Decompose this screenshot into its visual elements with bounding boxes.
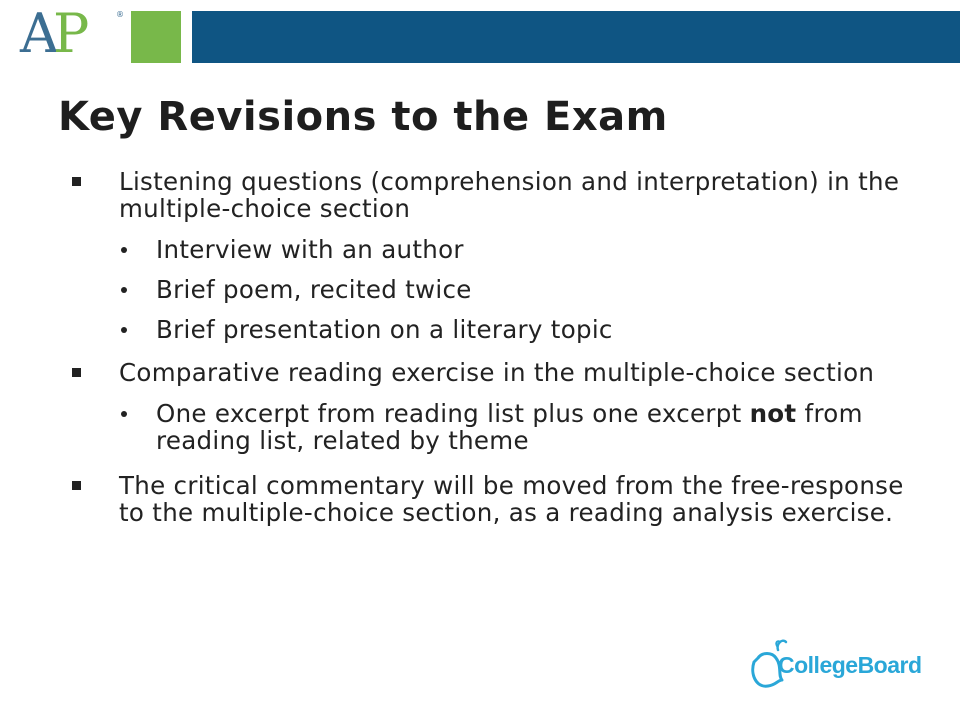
header-blue-bar (192, 11, 960, 63)
square-bullet-icon (72, 368, 81, 377)
sub-bullet-text-after: from reading list, related by theme (156, 399, 863, 455)
sub-bullet-emphasis: not (749, 399, 797, 428)
round-bullet-icon (121, 287, 127, 293)
sub-bullet-item (72, 316, 912, 343)
ap-logo-letter-p: P (53, 2, 84, 65)
round-bullet-icon (121, 247, 127, 253)
sub-bullet-text: Brief poem, recited twice (156, 275, 472, 304)
registered-mark: ® (116, 10, 124, 19)
slide-title: Key Revisions to the Exam (58, 94, 668, 140)
sub-bullet-item (72, 276, 912, 303)
slide-body (72, 168, 912, 526)
ap-logo-text (20, 2, 83, 65)
square-bullet-icon (72, 481, 81, 490)
slide-header (0, 0, 960, 70)
header-green-block (131, 11, 181, 63)
round-bullet-icon (121, 327, 127, 333)
round-bullet-icon (121, 411, 127, 417)
sub-bullet-item (72, 400, 912, 454)
bullet-item (72, 168, 912, 222)
bullet-text: Listening questions (comprehension and interpretation) in the multiple-choice section (119, 167, 900, 223)
bullet-item (72, 472, 912, 526)
square-bullet-icon (72, 177, 81, 186)
collegeboard-logo (748, 636, 943, 692)
ap-logo-letter-a: A (20, 2, 53, 65)
sub-bullet-item (72, 236, 912, 263)
bullet-text: Comparative reading exercise in the multiple-choice section (119, 358, 875, 387)
collegeboard-wordmark: CollegeBoard (778, 652, 922, 678)
bullet-item (72, 359, 912, 386)
ap-logo (20, 2, 124, 65)
sub-bullet-text: Interview with an author (156, 235, 464, 264)
sub-bullet-text: Brief presentation on a literary topic (156, 315, 613, 344)
sub-bullet-text-before: One excerpt from reading list plus one excerpt (156, 399, 750, 428)
bullet-text: The critical commentary will be moved from the free-response to the multiple-choice section, as a reading analysis exercise. (119, 471, 904, 527)
